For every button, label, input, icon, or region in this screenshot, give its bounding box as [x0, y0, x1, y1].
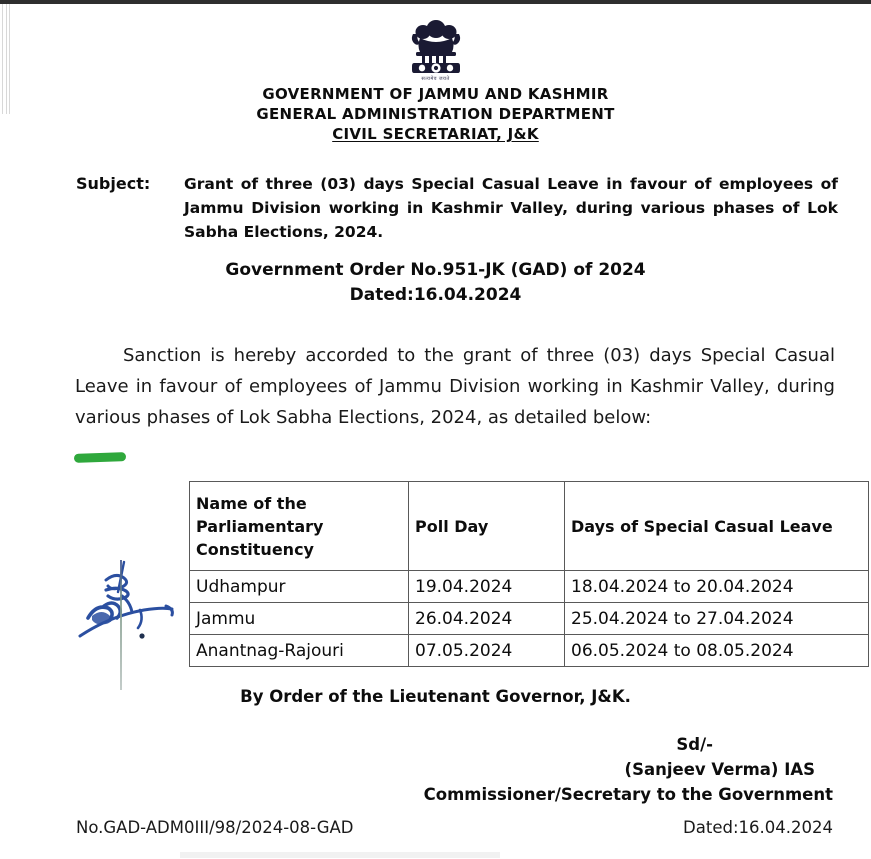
footer-reference-number: No.GAD-ADM0III/98/2024-08-GAD	[76, 818, 354, 837]
cell-leave-days: 18.04.2024 to 20.04.2024	[565, 571, 869, 603]
table-row	[190, 635, 869, 667]
vertical-pen-line-mark	[120, 560, 122, 690]
cell-constituency: Udhampur	[190, 571, 409, 603]
leave-schedule-table-container	[189, 481, 833, 667]
order-number: Government Order No.951-JK (GAD) of 2024	[225, 260, 646, 280]
order-heading-block	[0, 258, 871, 308]
scan-top-edge-artifact	[0, 0, 871, 4]
letterhead-line-secretariat: CIVIL SECRETARIAT, J&K	[332, 125, 539, 143]
scan-bottom-smudge-artifact	[180, 852, 500, 858]
cell-constituency: Anantnag-Rajouri	[190, 635, 409, 667]
subject-text: Grant of three (03) days Special Casual Leave in favour of employees of Jammu Division working in Kashmir Valley, during various phases of Lok Sabha Elections, 2024.	[184, 175, 838, 241]
subject-label: Subject:	[76, 174, 151, 193]
cell-poll-day: 19.04.2024	[409, 571, 565, 603]
footer-date: Dated:16.04.2024	[683, 818, 833, 837]
signatory-name: (Sanjeev Verma) IAS	[624, 760, 815, 779]
letterhead	[0, 84, 871, 144]
by-order-line: By Order of the Lieutenant Governor, J&K.	[240, 687, 631, 706]
letterhead-line-government: GOVERNMENT OF JAMMU AND KASHMIR	[262, 85, 609, 103]
cell-leave-days: 06.05.2024 to 08.05.2024	[565, 635, 869, 667]
table-row	[190, 603, 869, 635]
emblem-container	[0, 16, 871, 82]
column-header-constituency: Name of the Parliamentary Constituency	[190, 482, 409, 571]
signature-block	[424, 732, 833, 807]
subject-block	[76, 172, 838, 244]
cell-poll-day: 26.04.2024	[409, 603, 565, 635]
cell-constituency: Jammu	[190, 603, 409, 635]
leave-schedule-table	[189, 481, 869, 667]
emblem-motto-text: सत्यमेव जयते	[421, 76, 450, 82]
column-header-leave-days: Days of Special Casual Leave	[565, 482, 869, 571]
order-date: Dated:16.04.2024	[349, 285, 522, 305]
signature-sd-line: Sd/-	[676, 735, 713, 754]
green-highlighter-mark	[74, 452, 126, 463]
cell-leave-days: 25.04.2024 to 27.04.2024	[565, 603, 869, 635]
letterhead-line-department: GENERAL ADMINISTRATION DEPARTMENT	[256, 105, 615, 123]
signatory-designation: Commissioner/Secretary to the Government	[423, 785, 833, 804]
ashoka-emblem-icon	[407, 16, 465, 78]
cell-poll-day: 07.05.2024	[409, 635, 565, 667]
body-paragraph: Sanction is hereby accorded to the grant of three (03) days Special Casual Leave in favour of employees of Jammu Division working in Kashmir Valley, during various phases of Lok Sabha Elections, 2024, as detailed below:	[75, 345, 835, 428]
table-row	[190, 571, 869, 603]
column-header-poll-day: Poll Day	[409, 482, 565, 571]
table-header-row	[190, 482, 869, 571]
